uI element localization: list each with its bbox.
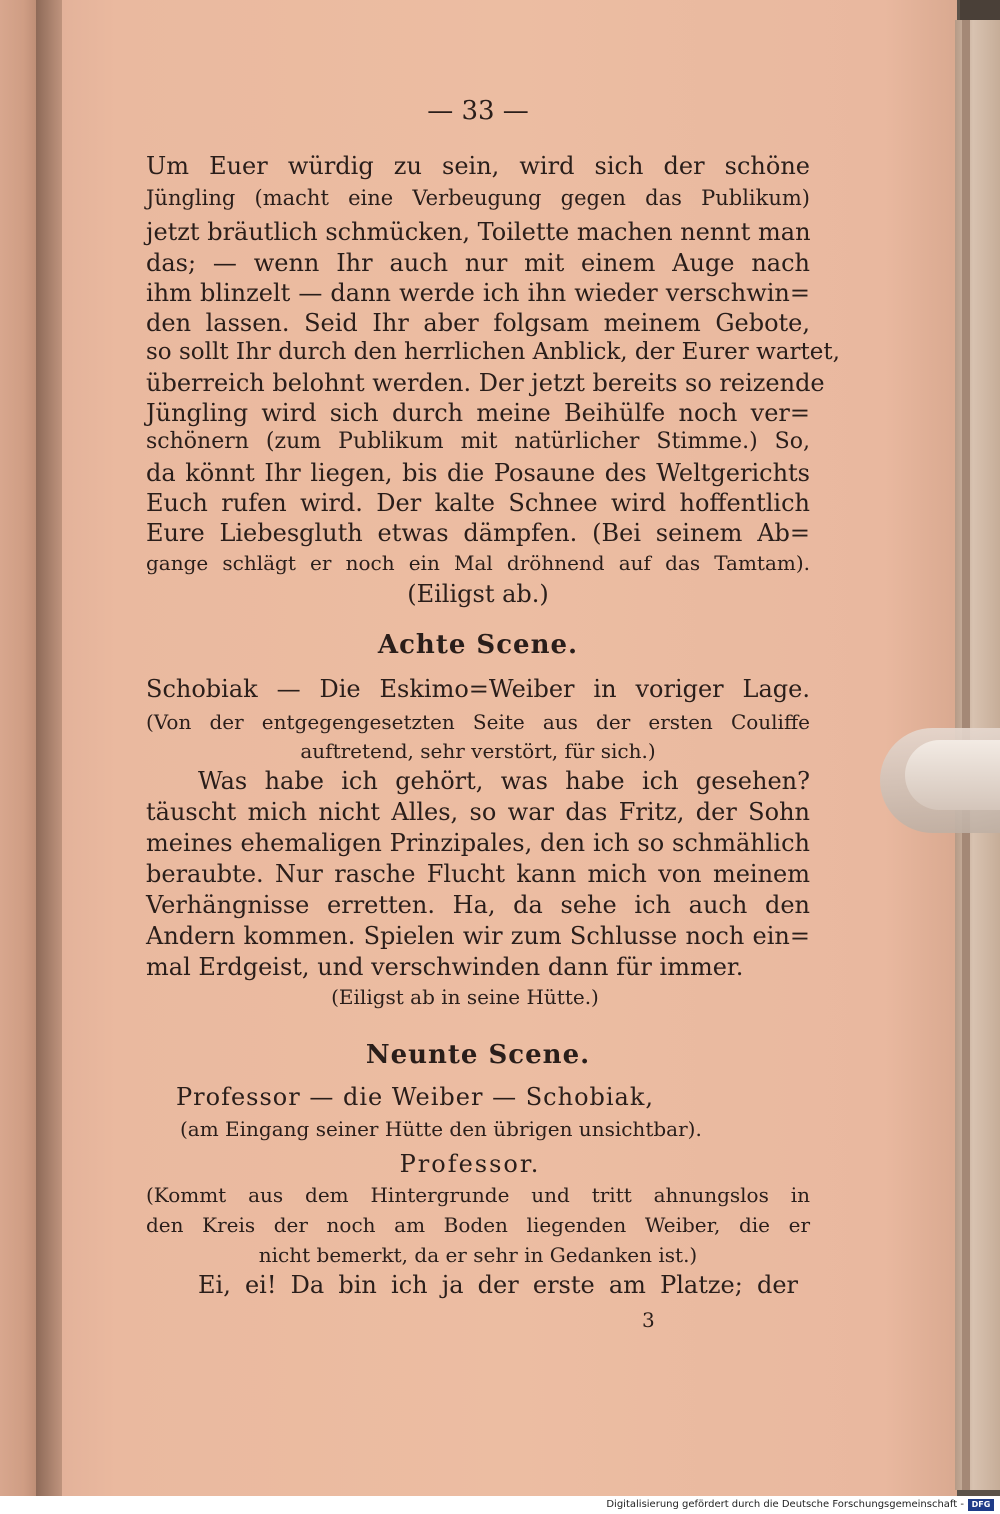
cast-line: Schobiak — Die Eskimo=Weiber in voriger Lage. xyxy=(146,675,810,703)
text-line: Jüngling wird sich durch meine Beihülfe noch ver= xyxy=(146,399,810,427)
stage-direction: (am Eingang seiner Hütte den übrigen unsichtbar). xyxy=(180,1117,702,1141)
cast-line: Professor — die Weiber — Schobiak, xyxy=(176,1083,655,1111)
funding-credit: Digitalisierung gefördert durch die Deutsche Forschungsgemeinschaft - xyxy=(606,1499,964,1510)
text-line: das; — wenn Ihr auch nur mit einem Auge nach xyxy=(146,249,810,277)
page-number: — 33 — xyxy=(427,96,529,126)
signature-mark: 3 xyxy=(642,1308,655,1332)
text-line: den lassen. Seid Ihr aber folgsam meinem Gebote, xyxy=(146,309,810,337)
text-line: Was habe ich gehört, was habe ich gesehen? xyxy=(198,767,810,795)
stage-direction: auftretend, sehr verstört, für sich.) xyxy=(300,739,656,763)
dfg-logo: DFG xyxy=(968,1499,994,1511)
text-line: Jüngling (macht eine Verbeugung gegen das Publikum) xyxy=(146,186,810,210)
text-line: mal Erdgeist, und verschwinden dann für immer. xyxy=(146,953,744,981)
speaker-name: Professor. xyxy=(399,1150,541,1178)
text-line: so sollt Ihr durch den herrlichen Anblick, der Eurer wartet, xyxy=(146,339,840,365)
scene-heading: Achte Scene. xyxy=(377,630,579,660)
stage-direction: (Eiligst ab in seine Hütte.) xyxy=(331,985,599,1009)
stage-direction: (Von der entgegengesetzten Seite aus der ersten Couliffe xyxy=(146,710,810,734)
text-line: Verhängnisse erretten. Ha, da sehe ich auch den xyxy=(146,891,810,919)
text-line: Um Euer würdig zu sein, wird sich der schöne xyxy=(146,152,810,180)
text-line: Ei, ei! Da bin ich ja der erste am Platze; der xyxy=(198,1271,798,1299)
text-line: überreich belohnt werden. Der jetzt bereits so reizende xyxy=(146,369,825,397)
text-line: meines ehemaligen Prinzipales, den ich so schmählich xyxy=(146,829,810,857)
text-line: Euch rufen wird. Der kalte Schnee wird hoffentlich xyxy=(146,489,810,517)
stage-direction: den Kreis der noch am Boden liegenden Weiber, die er xyxy=(146,1213,810,1237)
text-line: beraubte. Nur rasche Flucht kann mich von meinem xyxy=(146,860,810,888)
previous-page-edge xyxy=(0,0,40,1496)
text-line: ihm blinzelt — dann werde ich ihn wieder verschwin= xyxy=(146,279,810,307)
page-clip-highlight xyxy=(905,740,1000,810)
stage-direction: (Kommt aus dem Hintergrunde und tritt ahnungslos in xyxy=(146,1183,810,1207)
stage-direction: gange schlägt er noch ein Mal dröhnend auf das Tamtam). xyxy=(146,551,810,575)
text-line: schönern (zum Publikum mit natürlicher Stimme.) So, xyxy=(146,429,810,454)
stage-direction: (Eiligst ab.) xyxy=(407,580,549,608)
text-line: jetzt bräutlich schmücken, Toilette machen nennt man xyxy=(146,218,811,246)
text-line: Eure Liebesgluth etwas dämpfen. (Bei seinem Ab= xyxy=(146,519,810,547)
stage-direction: nicht bemerkt, da er sehr in Gedanken ist.) xyxy=(258,1243,698,1267)
text-line: täuscht mich nicht Alles, so war das Fritz, der Sohn xyxy=(146,798,810,826)
scan-corner xyxy=(960,0,1000,22)
text-line: da könnt Ihr liegen, bis die Posaune des Weltgerichts xyxy=(146,459,810,487)
scene-heading: Neunte Scene. xyxy=(365,1040,591,1070)
text-line: Andern kommen. Spielen wir zum Schlusse noch ein= xyxy=(146,922,810,950)
